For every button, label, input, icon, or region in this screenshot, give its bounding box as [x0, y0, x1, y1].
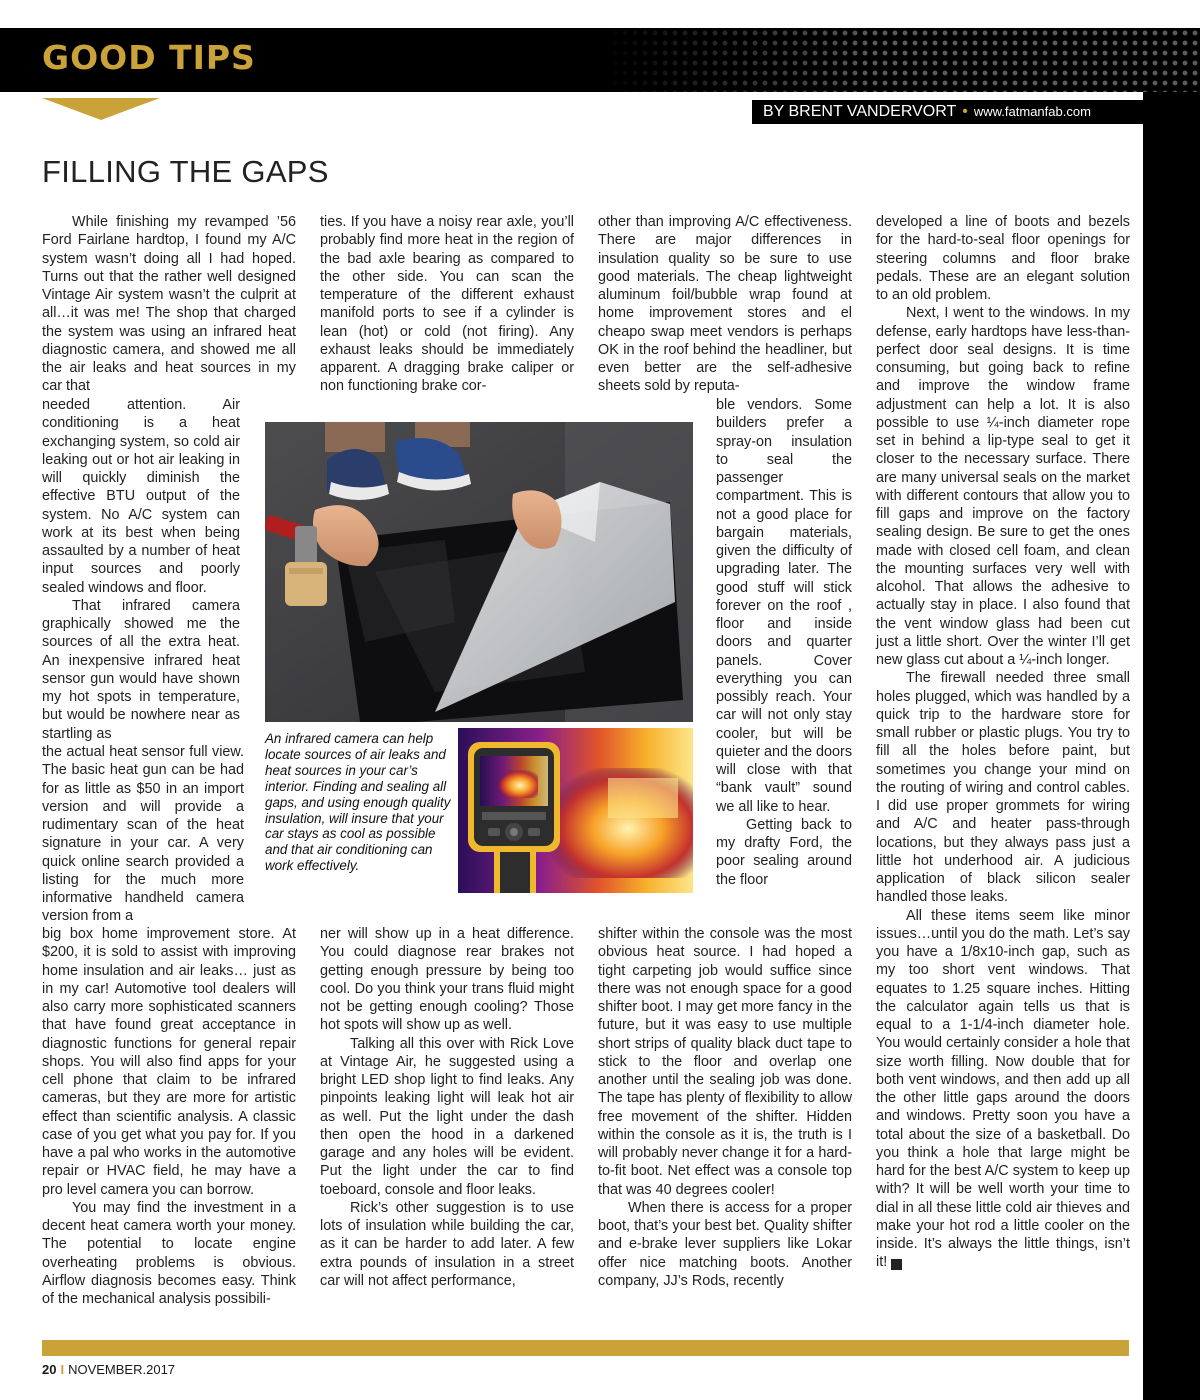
paragraph: shifter within the console was the most obvious heat source. I had hoped a tight carpeting job would suffice since there was not enough space for a good shifter boot. I may get more fancy in the future, but it was easy to use multiple short strips of quality black duct tape to stick to the floor and overlap one another until the sealing job was done. The tape has plenty of flexibility to allow free movement of the shifter. Hidden within the console as it is, the truth is I will probably never change it for a hard-to-fit boot. Net effect was a console top that was 40 degrees cooler! [598, 926, 852, 1198]
paragraph: Next, I went to the windows. In my defense, early hardtops have less-than-perfect door seal designs. It is time consuming, but going back to refine and improve the window frame adjustment can help a lot. It is also possible to use ¼-inch diameter rope set in behind a lip-type seal to get it closer to the necessary surface. There are many universal seals on the market with different contours that allow you to fill gaps and improve on the factory sealing design. Be sure to get the ones made with closed cell foam, and clean the mounting surfaces very well with alcohol. That allows the adhesive to actually stay in place. I also found that the vent window glass had been cut just a little short. Over the winter I’ll get new glass cut about a ¼-inch longer. [876, 305, 1130, 668]
page-footer [42, 1362, 175, 1377]
paragraph: Getting back to my drafty Ford, the poor sealing around the floor [716, 816, 852, 888]
paragraph: While finishing my revamped ’56 Ford Fairlane hardtop, I found my A/C system wasn’t doing all I had hoped. Turns out that the rather well designed Vintage Air system wasn’t the culprit at all…it was me! The shop that charged the system was using an infrared heat diagnostic camera, and showed me all the air leaks and heat sources in my car that [42, 214, 296, 395]
article-title: FILLING THE GAPS [42, 154, 329, 189]
paragraph: ble vendors. Some builders prefer a spray-on insulation to seal the passenger compartment. This is not a good place for bargain materials, given the difficulty of upgrading later. The good stuff will stick forever on the roof , floor and inside doors and quarter panels. Cover everything you can possibly reach. Your car will not only stay cooler, but will be quieter and the doors will close with that “bank vault” sound we all like to hear. [716, 397, 853, 815]
byline: BY BRENT VANDERVORT [763, 103, 957, 120]
section-title: GOOD TIPS [42, 38, 256, 77]
paragraph: You may find the investment in a decent heat camera worth your money. The potential to locate engine overheating problems is obvious. Airflow diagnosis becomes easy. Think of the mechanical analysis possibili- [42, 1199, 296, 1307]
column-1-bottom [42, 925, 296, 1308]
footer-rule [42, 1340, 1129, 1356]
paragraph: Rick’s other suggestion is to use lots of insulation while building the car, as it can be harder to add later. A few extra pounds of insulation in a street car will not affect performance, [320, 1199, 574, 1289]
paragraph: other than improving A/C effectiveness. There are major differences in insulation quality so be sure to use good materials. The cheap lightweight aluminum foil/bubble wrap found at home improvement stores and el cheapo swap meet vendors is perhaps OK in the roof behind the headliner, but even better are the self-adhesive sheets sold by reputa- [598, 214, 852, 395]
paragraph [876, 907, 1130, 1272]
paragraph: needed attention. Air conditioning is a heat exchanging system, so cold air leaking out or hot air leaking in will quickly diminish the effective BTU output of the system. No A/C system can work at its best when being assaulted by a number of heat input sources and poorly sealed windows and floor. [42, 397, 240, 596]
paragraph: developed a line of boots and bezels for the hard-to-seal floor openings for steering columns and floor brake pedals. These are an elegant solution to an old problem. [876, 214, 1130, 303]
paragraph-text: All these items seem like minor issues…until you do the math. Let’s say you have a 1/8x10-inch gap, such as my too short vent windows. That equates to 1.25 square inches. Hitting the calculator again tells us that is equal to a 1-1/4-inch diameter hole. You would certainly consider a hole that size worth filling. Now double that for both vent windows, and then add up all the other little gaps around the doors and windows. Pretty soon you have a total about the size of a basketball. Do you think a hole that large might be hard for the best A/C system to keep up with? It will be well worth your time to dial in all these little cold air thieves and make your hot rod a little cooler on the inside. It’s always the little things, isn’t it! [876, 907, 1130, 1271]
page-number: 20 [42, 1362, 57, 1377]
author-url: www.fatmanfab.com [973, 104, 1091, 119]
paragraph: That infrared camera graphically showed me the sources of all the extra heat. An inexpensive infrared heat sensor gun would have shown my hot spots in temperature, but would be nowhere near as startling as [42, 597, 240, 742]
paragraph: the actual heat sensor full view. The basic heat gun can be had for as little as $50 in an import version and will provide a rudimentary scan of the heat signature in your car. A very quick online search provided a listing for the much more informative handheld camera version from a [42, 744, 244, 925]
column-3-top [598, 213, 852, 396]
issue-date: NOVEMBER.2017 [68, 1362, 176, 1377]
column-4 [876, 213, 1130, 1272]
footer-divider: I [60, 1362, 65, 1377]
insulation-photo [265, 422, 693, 722]
paragraph: ties. If you have a noisy rear axle, you’ll probably find more heat in the region of the bad axle bearing as compared to the other side. You can scan the temperature of the different exhaust manifold ports to see if a cylinder is lean (hot) or cold (not firing). Any exhaust leaks should be immediately apparent. A dragging brake caliper or non functioning brake cor- [320, 214, 574, 395]
column-1-narrow [42, 396, 240, 743]
section-arrow-icon [42, 98, 160, 120]
page-edge-bar [1143, 92, 1200, 1400]
byline-bar [752, 100, 1143, 124]
byline-separator: • [962, 103, 968, 120]
column-2-top [320, 213, 574, 396]
column-1-mid [42, 743, 244, 926]
thermal-camera-photo [458, 728, 693, 893]
end-mark-icon: GG [891, 1259, 902, 1270]
paragraph: When there is access for a proper boot, that’s your best bet. Quality shifter and e-brake lever suppliers like Lokar offer nice matching boots. Another company, JJ’s Rods, recently [598, 1199, 852, 1289]
paragraph: Talking all this over with Rick Love at Vintage Air, he suggested using a bright LED shop light to find leaks. Any pinpoints leaking light will leak hot air as well. Put the light under the dash then open the hood in a darkened garage and any holes will be evident. Put the light under the car to find toeboard, console and floor leaks. [320, 1035, 574, 1198]
column-2-bottom [320, 925, 574, 1290]
photo-caption: An infrared camera can help locate sources of air leaks and heat sources in your car’s interior. Finding and sealing all gaps, and using enough quality insulation, will insure that your car stays as cool as possible and that air conditioning can work effectively. [265, 731, 451, 874]
paragraph: The firewall needed three small holes plugged, which was handled by a quick trip to the hardware store for small rubber or plastic plugs. You try to fill all the holes before paint, but sometimes you change your mind on the routing of wiring and control cables. I did use proper grommets for wiring and A/C and heater pass-through locations, but they always pass just a little hot underhood air. A judicious application of black silicon sealer handled those leaks. [876, 670, 1130, 906]
column-3-bottom [598, 925, 852, 1290]
column-3-narrow [716, 396, 852, 889]
paragraph: big box home improvement store. At $200, it is sold to assist with improving home insulation and air leaks… just as in my car! Automotive tool dealers will also carry more sophisticated scanners that have found great acceptance in diagnostic functions for general repair shops. You will also find apps for your cell phone that claim to be infrared cameras, but they are more for artistic effect than scientific analysis. A classic case of you get what you pay for. If you have a pal who works in the automotive repair or HVAC field, he may have a pro level camera you can borrow. [42, 926, 296, 1198]
halftone-pattern [600, 28, 1200, 92]
paragraph: ner will show up in a heat difference. You could diagnose rear brakes not getting enough pressure by being too cool. Do you think your trans fluid might not be getting enough cooling? Those hot spots will show up as well. [320, 926, 574, 1034]
column-1-top [42, 213, 296, 396]
